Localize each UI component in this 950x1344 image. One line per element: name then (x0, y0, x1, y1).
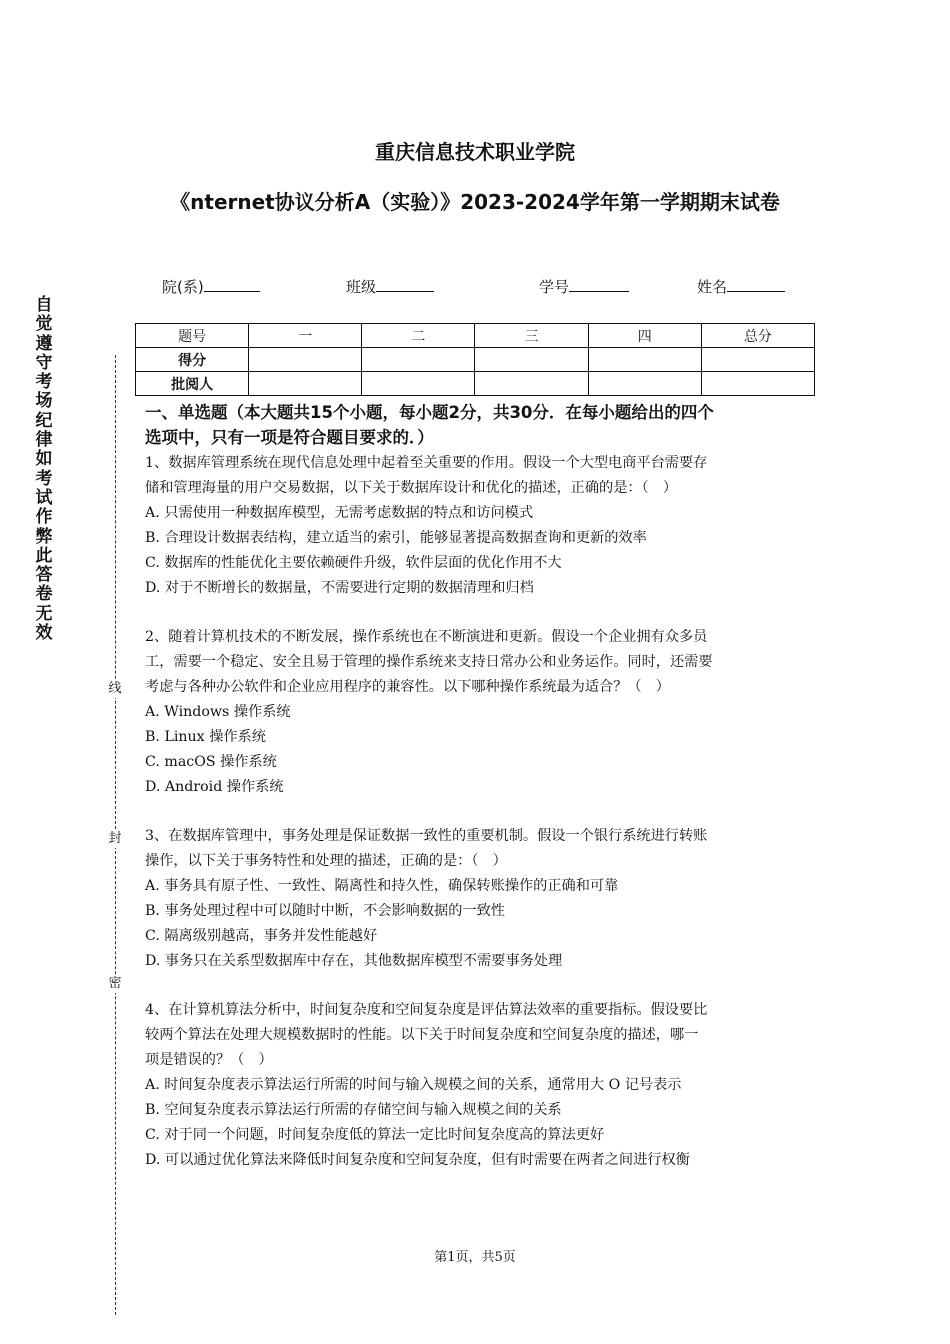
exam-rule-char: 守 (35, 352, 53, 373)
option-a: A. 只需使用一种数据库模型，无需考虑数据的特点和访问模式 (145, 505, 534, 521)
student-id-field (539, 276, 629, 297)
score-row (136, 348, 815, 372)
score-cell (588, 348, 701, 372)
question-3 (145, 824, 813, 974)
question-text-line: 3、在数据库管理中，事务处理是保证数据一致性的重要机制。假设一个银行系统进行转账 (145, 828, 708, 844)
student-id-blank (569, 277, 629, 292)
question-text-line: 项是错误的？（ ） (145, 1052, 273, 1068)
option-b: B. 空间复杂度表示算法运行所需的存储空间与输入规模之间的关系 (145, 1102, 562, 1118)
score-cell (701, 348, 814, 372)
question-1 (145, 451, 813, 601)
exam-rule-char: 如 (35, 449, 53, 470)
grader-cell (701, 372, 814, 396)
question-text-line: 1、数据库管理系统在现代信息处理中起着至关重要的作用。假设一个大型电商平台需要存 (145, 455, 708, 471)
seal-mark-seal: 封 (106, 830, 124, 848)
question-text-line: 4、在计算机算法分析中，时间复杂度和空间复杂度是评估算法效率的重要指标。假设要比 (145, 1002, 708, 1018)
exam-rule-char: 作 (35, 507, 53, 528)
grader-cell (249, 372, 362, 396)
option-a: A. Windows 操作系统 (145, 704, 291, 720)
grader-cell (475, 372, 588, 396)
section-heading-line: 选项中，只有一项是符合题目要求的．） (145, 428, 434, 447)
grader-cell (588, 372, 701, 396)
grader-row (136, 372, 815, 396)
exam-rule-char: 此 (35, 545, 53, 566)
header-cell: 三 (475, 324, 588, 348)
option-d: D. 事务只在关系型数据库中存在，其他数据库模型不需要事务处理 (145, 953, 563, 969)
exam-title: 《nternet协议分析A（实验）》2023-2024学年第一学期期末试卷 (170, 190, 780, 214)
exam-rule-char: 觉 (35, 314, 53, 335)
header-cell: 一 (249, 324, 362, 348)
seal-mark-secret: 密 (106, 975, 124, 993)
score-cell (249, 348, 362, 372)
option-d: D. Android 操作系统 (145, 779, 284, 795)
question-text-line: 考虑与各种办公软件和企业应用程序的兼容性。以下哪种操作系统最为适合？（ ） (145, 679, 670, 695)
option-b: B. Linux 操作系统 (145, 729, 266, 745)
question-2 (145, 625, 813, 800)
option-a: A. 时间复杂度表示算法运行所需的时间与输入规模之间的关系，通常用大 O 记号表示 (145, 1077, 682, 1093)
section-heading (145, 400, 815, 450)
score-cell (475, 348, 588, 372)
student-id-label: 学号 (539, 278, 570, 296)
exam-rule-note (30, 296, 58, 643)
exam-rule-char: 遵 (35, 333, 53, 354)
option-b: B. 合理设计数据表结构，建立适当的索引，能够显著提高数据查询和更新的效率 (145, 530, 647, 546)
class-field (346, 276, 434, 297)
grader-cell (362, 372, 475, 396)
name-label: 姓名 (697, 278, 728, 296)
exam-rule-char: 卷 (35, 584, 53, 605)
header-cell: 二 (362, 324, 475, 348)
question-text-line: 工，需要一个稳定、安全且易于管理的操作系统来支持日常办公和业务运作。同时，还需要 (145, 654, 713, 670)
class-label: 班级 (346, 278, 377, 296)
class-blank (376, 277, 434, 292)
dept-field (162, 276, 260, 297)
page-number: 第1页，共5页 (434, 1250, 516, 1265)
exam-rule-char: 考 (35, 468, 53, 489)
score-table (135, 323, 815, 396)
exam-rule-char: 试 (35, 487, 53, 508)
exam-rule-char: 效 (35, 623, 53, 644)
dept-label: 院(系) (162, 278, 204, 296)
option-c: C. 对于同一个问题，时间复杂度低的算法一定比时间复杂度高的算法更好 (145, 1127, 605, 1143)
score-cell (362, 348, 475, 372)
seal-mark-line: 线 (106, 680, 124, 698)
header-cell: 总分 (701, 324, 814, 348)
option-a: A. 事务具有原子性、一致性、隔离性和持久性，确保转账操作的正确和可靠 (145, 878, 619, 894)
question-4 (145, 998, 813, 1173)
option-c: C. macOS 操作系统 (145, 754, 277, 770)
name-field (697, 276, 785, 297)
school-name: 重庆信息技术职业学院 (375, 140, 575, 164)
exam-rule-char: 答 (35, 565, 53, 586)
option-c: C. 隔离级别越高，事务并发性能越好 (145, 928, 378, 944)
exam-rule-char: 纪 (35, 410, 53, 431)
header-cell: 四 (588, 324, 701, 348)
grader-row-label: 批阅人 (136, 372, 249, 396)
score-table-header-row (136, 324, 815, 348)
exam-rule-char: 场 (35, 391, 53, 412)
exam-rule-char: 自 (35, 295, 53, 315)
score-row-label: 得分 (136, 348, 249, 372)
exam-rule-char: 考 (35, 372, 53, 393)
option-b: B. 事务处理过程中可以随时中断，不会影响数据的一致性 (145, 903, 505, 919)
option-c: C. 数据库的性能优化主要依赖硬件升级，软件层面的优化作用不大 (145, 555, 562, 571)
name-blank (727, 277, 785, 292)
question-text-line: 操作，以下关于事务特性和处理的描述，正确的是：（ ） (145, 853, 507, 869)
header-cell: 题号 (136, 324, 249, 348)
question-text-line: 2、随着计算机技术的不断发展，操作系统也在不断演进和更新。假设一个企业拥有众多员 (145, 629, 708, 645)
section-heading-line: 一、单选题（本大题共15个小题，每小题2分，共30分．在每小题给出的四个 (145, 403, 714, 422)
question-text-line: 较两个算法在处理大规模数据时的性能。以下关于时间复杂度和空间复杂度的描述，哪一 (145, 1027, 699, 1043)
option-d: D. 对于不断增长的数据量，不需要进行定期的数据清理和归档 (145, 580, 534, 596)
exam-rule-char: 弊 (35, 526, 53, 547)
question-text-line: 储和管理海量的用户交易数据，以下关于数据库设计和优化的描述，正确的是：（ ） (145, 480, 678, 496)
dept-blank (204, 277, 260, 292)
option-d: D. 可以通过优化算法来降低时间复杂度和空间复杂度，但有时需要在两者之间进行权衡 (145, 1152, 690, 1168)
exam-rule-char: 律 (35, 430, 53, 451)
exam-rule-char: 无 (35, 603, 53, 624)
